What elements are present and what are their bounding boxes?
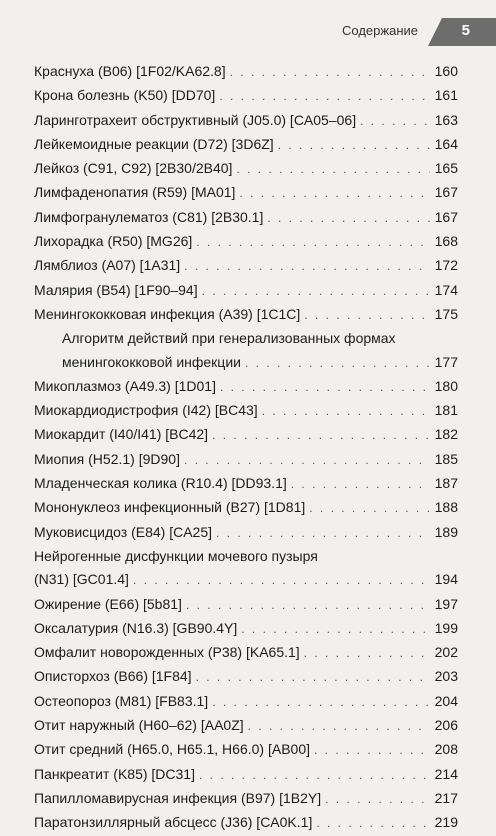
toc-entry-page: 177 [434,353,458,370]
toc-entry-page: 182 [434,426,458,443]
leader-dots [248,715,430,738]
toc-entry-page: 194 [434,571,458,588]
toc-entry-title: Микоплазмоз (A49.3) [1D01] [34,377,216,394]
toc-entry[interactable] [34,472,458,496]
toc-entry-title: Оксалатурия (N16.3) [GB90.4Y] [34,619,238,636]
toc-entry[interactable] [34,399,458,423]
toc-entry[interactable] [34,521,458,545]
toc-entry[interactable] [34,593,458,617]
toc-entry-page: 180 [434,377,458,394]
toc-entry[interactable] [34,84,458,108]
leader-dots [309,497,430,520]
toc-entry-page: 160 [434,63,458,79]
toc-entry-page: 203 [434,668,458,685]
toc-entry[interactable] [34,448,458,472]
toc-entry-title: Отит наружный (H60–62) [AA0Z] [34,717,244,734]
toc-entry-title: Лейкемоидные реакции (D72) [3D6Z] [34,135,274,152]
toc-entry-title: Остеопороз (M81) [FB83.1] [34,692,209,709]
toc-entry[interactable] [34,60,458,84]
leader-dots [196,666,430,689]
toc-entry[interactable] [34,641,458,665]
toc-entry-page: 188 [434,499,458,516]
toc-entry-title: Лямблиоз (A07) [1A31] [34,257,181,274]
toc-entry-page: 167 [434,208,458,225]
leader-dots [245,352,430,375]
leader-dots [133,569,430,592]
toc-entry[interactable] [34,617,458,641]
leader-dots [219,85,430,108]
toc-entry-page: 181 [434,402,458,419]
toc-subentry-line1[interactable]: Алгоритм действий при генерализованных формах [62,330,396,347]
toc-entry[interactable] [34,375,458,399]
toc-entry-title: Описторхоз (B66) [1F84] [34,668,192,685]
toc-entry[interactable] [34,568,458,592]
toc-entry[interactable] [34,133,458,157]
toc-entry[interactable] [34,254,458,278]
toc-entry[interactable] [34,423,458,447]
toc-entry-title: Лейкоз (C91, C92) [2B30/2B40] [34,160,233,177]
leader-dots [212,424,430,447]
page-header [0,18,496,46]
toc-entry[interactable] [34,763,458,787]
leader-dots [304,304,430,327]
toc-subentry[interactable] [34,351,458,375]
toc-entry-line1[interactable]: Нейрогенные дисфункции мочевого пузыря [34,547,318,564]
table-of-contents [34,60,458,836]
page-number: 5 [461,22,470,39]
toc-entry-title: Панкреатит (K85) [DC31] [34,765,195,782]
toc-entry-page: 219 [434,814,458,831]
toc-entry-title: Миокардит (I40/I41) [BC42] [34,426,209,443]
toc-entry-title: Мононуклеоз инфекционный (B27) [1D81] [34,499,306,516]
leader-dots [196,231,430,254]
leader-dots [199,764,430,787]
section-title: Содержание [342,23,418,38]
toc-entry-page: 175 [434,305,458,322]
toc-entry-title: Миокардиодистрофия (I42) [BC43] [34,402,258,419]
toc-entry-title: Менингококковая инфекция (A39) [1C1C] [34,305,301,322]
toc-entry-title: Краснуха (B06) [1F02/KA62.8] [34,63,226,79]
toc-entry-title: Ожирение (E66) [5b81] [34,595,182,612]
toc-entry-title: менингококковой инфекции [62,353,241,370]
toc-entry-page: 168 [434,233,458,250]
leader-dots [186,594,430,617]
toc-entry-title: Муковисцидоз (E84) [CA25] [34,523,213,540]
toc-entry[interactable] [34,665,458,689]
leader-dots [316,812,430,835]
toc-entry-page: 206 [434,717,458,734]
leader-dots [216,522,430,545]
toc-entry-title: Младенческая колика (R10.4) [DD93.1] [34,475,287,492]
toc-entry-title: Омфалит новорожденных (P38) [KA65.1] [34,644,300,661]
toc-entry-page: 202 [434,644,458,661]
leader-dots [220,376,430,399]
leader-dots [212,691,430,714]
toc-entry-title: Лимфогранулематоз (C81) [2B30.1] [34,208,264,225]
leader-dots [184,255,430,278]
toc-entry-title: (N31) [GC01.4] [34,571,129,588]
toc-entry[interactable] [34,787,458,811]
toc-entry-title: Миопия (H52.1) [9D90] [34,450,180,467]
toc-entry[interactable] [34,181,458,205]
toc-entry-page: 172 [434,257,458,274]
toc-entry-title: Лимфаденопатия (R59) [MA01] [34,184,236,201]
leader-dots [184,449,430,472]
toc-entry[interactable] [34,230,458,254]
toc-entry[interactable] [34,714,458,738]
toc-entry-title: Папилломавирусная инфекция (B97) [1B2Y] [34,789,322,806]
toc-entry-page: 197 [434,595,458,612]
leader-dots [314,739,430,762]
toc-entry-title: Ларинготрахеит обструктивный (J05.0) [CA05–06] [34,111,357,128]
leader-dots [202,280,430,303]
leader-dots [230,61,430,84]
leader-dots [239,182,430,205]
toc-entry-page: 208 [434,741,458,758]
leader-dots [236,158,430,181]
toc-entry-page: 165 [434,160,458,177]
leader-dots [262,400,430,423]
toc-entry[interactable] [34,206,458,230]
toc-entry-page: 161 [434,87,458,104]
leader-dots [241,618,430,641]
toc-entry-title: Лихорадка (R50) [MG26] [34,233,193,250]
leader-dots [360,110,430,133]
toc-entry-title: Крона болезнь (K50) [DD70] [34,87,216,104]
leader-dots [304,642,430,665]
toc-entry-page: 185 [434,450,458,467]
toc-entry-page: 189 [434,523,458,540]
toc-entry-page: 167 [434,184,458,201]
toc-entry[interactable] [34,811,458,835]
toc-entry-title: Паратонзиллярный абсцесс (J36) [CA0K.1] [34,814,313,831]
leader-dots [291,473,430,496]
toc-entry-page: 217 [434,789,458,806]
toc-entry[interactable] [34,303,458,327]
toc-entry-title: Малярия (B54) [1F90–94] [34,281,198,298]
toc-entry[interactable] [34,496,458,520]
leader-dots [267,207,430,230]
toc-entry-page: 204 [434,692,458,709]
toc-entry[interactable] [34,157,458,181]
toc-entry-page: 163 [434,111,458,128]
toc-entry-page: 199 [434,619,458,636]
toc-entry-page: 164 [434,135,458,152]
toc-entry[interactable] [34,690,458,714]
toc-entry[interactable] [34,738,458,762]
toc-entry-page: 214 [434,765,458,782]
leader-dots [278,134,430,157]
toc-entry[interactable] [34,279,458,303]
toc-entry-page: 187 [434,475,458,492]
toc-entry-page: 174 [434,281,458,298]
toc-entry[interactable] [34,109,458,133]
toc-entry-title: Отит средний (H65.0, H65.1, H66.0) [AB00] [34,741,310,758]
